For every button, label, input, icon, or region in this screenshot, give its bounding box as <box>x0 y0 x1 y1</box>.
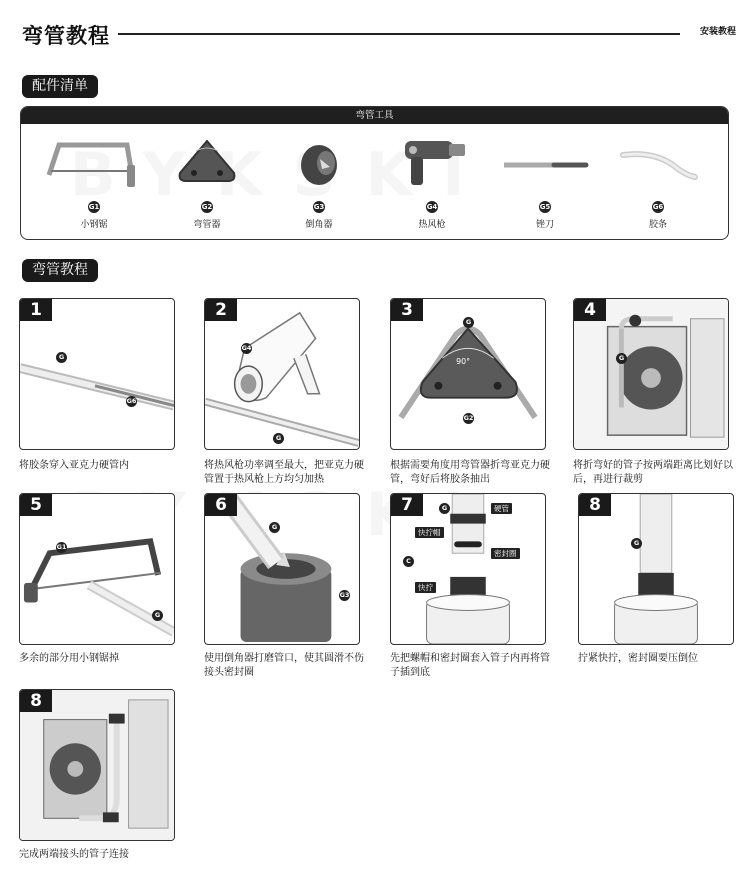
part-name: 弯管器 <box>193 220 221 230</box>
part-bender <box>152 131 262 230</box>
step-number: 7 <box>391 494 423 516</box>
step-illustration <box>205 494 359 644</box>
tutorial-section-label: 弯管教程 <box>22 259 98 282</box>
step-card-6 <box>204 493 360 645</box>
tool-marker: G3 <box>339 591 350 599</box>
step-number: 4 <box>574 299 606 321</box>
page-title: 弯管教程 <box>22 24 110 48</box>
step-number: 3 <box>391 299 423 321</box>
step-illustration <box>20 494 174 644</box>
part-code-badge: G5 <box>539 203 551 211</box>
parts-box-title: 弯管工具 <box>21 107 728 124</box>
heat-gun-icon <box>377 131 487 191</box>
part-name: 锉刀 <box>535 220 554 230</box>
rubber-strip-icon <box>603 131 713 191</box>
step-number: 8 <box>20 690 52 712</box>
tool-marker: G1 <box>56 543 67 551</box>
tool-marker: G <box>463 317 474 328</box>
step-illustration <box>579 494 733 644</box>
step-illustration <box>20 299 174 449</box>
tool-marker: G <box>273 433 284 444</box>
part-code-badge: G3 <box>313 203 325 211</box>
step-card-7 <box>390 493 546 645</box>
part-name: 胶条 <box>648 220 667 230</box>
step-caption: 先把螺帽和密封圈套入管子内再将管子插到底 <box>390 653 550 678</box>
part-code-badge: G4 <box>426 203 438 211</box>
parts-list-box <box>20 106 729 240</box>
file-icon <box>490 131 600 191</box>
step-caption: 将折弯好的管子按两端距离比划好以后，再进行裁剪 <box>573 460 733 485</box>
step-caption: 完成两端接头的管子连接 <box>19 849 129 860</box>
step-caption: 拧紧快拧，密封圈要压倒位 <box>578 653 698 664</box>
step-number: 1 <box>20 299 52 321</box>
bender-icon <box>152 131 262 191</box>
part-name: 倒角器 <box>305 220 333 230</box>
step-caption: 使用倒角器打磨管口，使其圆滑不伤接头密封圈 <box>204 653 364 678</box>
step-card-3 <box>390 298 546 450</box>
chamfer-icon <box>264 131 374 191</box>
part-file <box>490 131 600 230</box>
hacksaw-icon <box>39 131 149 191</box>
header-rule <box>118 33 680 35</box>
tool-marker: C <box>403 556 414 567</box>
step-illustration <box>20 690 174 840</box>
label-ring: 密封圈 <box>491 548 520 559</box>
step-number: 8 <box>579 494 611 516</box>
tool-marker: G4 <box>241 344 252 352</box>
part-chamfer <box>264 131 374 230</box>
svg-text:90°: 90° <box>456 357 471 367</box>
tool-marker: G6 <box>126 397 137 405</box>
step-number: 2 <box>205 299 237 321</box>
step-number: 6 <box>205 494 237 516</box>
label-fitting: 快拧 <box>415 582 436 593</box>
step-card-5 <box>19 493 175 645</box>
step-illustration <box>391 494 545 644</box>
step-caption: 根据需要角度用弯管器折弯亚克力硬管，弯好后将胶条抽出 <box>390 460 550 485</box>
step-caption: 将胶条穿入亚克力硬管内 <box>19 460 129 471</box>
step-caption: 将热风枪功率调至最大，把亚克力硬管置于热风枪上方均匀加热 <box>204 460 364 485</box>
part-rubber-strip <box>603 131 713 230</box>
part-hacksaw <box>39 131 149 230</box>
label-tube: 硬管 <box>491 503 512 514</box>
label-nut: 快拧帽 <box>415 527 444 538</box>
part-name: 热风枪 <box>418 220 446 230</box>
section-tag: 安装教程 <box>699 27 736 37</box>
step-card-1 <box>19 298 175 450</box>
tool-marker: G <box>616 353 627 364</box>
part-name: 小钢锯 <box>80 220 108 230</box>
part-code-badge: G2 <box>201 203 213 211</box>
step-caption: 多余的部分用小钢锯掉 <box>19 653 119 664</box>
step-card-8 <box>578 493 734 645</box>
step-illustration <box>205 299 359 449</box>
step-card-2 <box>204 298 360 450</box>
parts-section-label: 配件清单 <box>22 75 98 98</box>
tool-marker: G <box>56 352 67 363</box>
step-number: 5 <box>20 494 52 516</box>
tool-marker: G <box>631 538 642 549</box>
tool-marker: G2 <box>463 414 474 422</box>
step-card-4 <box>573 298 729 450</box>
tool-marker: G <box>439 503 450 514</box>
part-code-badge: G1 <box>88 203 100 211</box>
part-heat-gun <box>377 131 487 230</box>
step-card-9 <box>19 689 175 841</box>
tool-marker: G <box>152 610 163 621</box>
part-code-badge: G6 <box>652 203 664 211</box>
step-illustration <box>574 299 728 449</box>
tool-marker: G <box>269 522 280 533</box>
